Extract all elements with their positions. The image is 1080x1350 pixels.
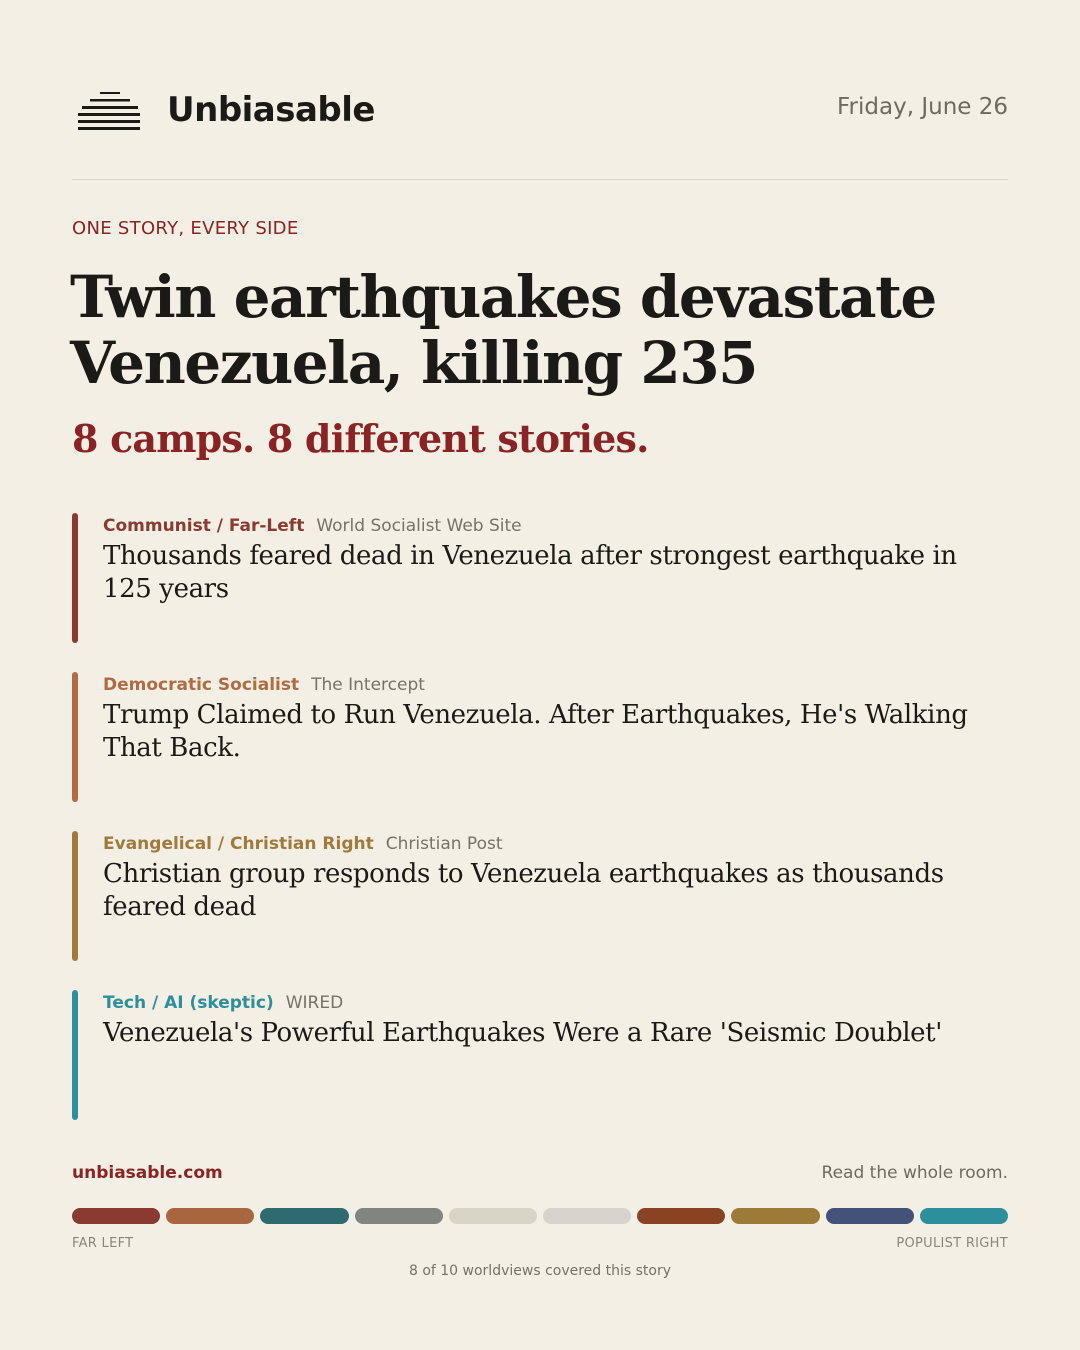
camp-label: Tech / AI (skeptic) (103, 993, 274, 1013)
story-meta (103, 834, 503, 854)
outlet-label: WIRED (285, 993, 344, 1013)
kicker: ONE STORY, EVERY SIDE (72, 218, 299, 239)
story-meta (103, 993, 343, 1013)
header-divider (72, 179, 1008, 180)
story-item[interactable] (72, 831, 1008, 961)
spectrum-segment (543, 1208, 631, 1224)
spectrum-segment (72, 1208, 160, 1224)
camp-color-bar (72, 990, 78, 1120)
outlet-label: World Socialist Web Site (316, 516, 522, 536)
story-title[interactable]: Trump Claimed to Run Venezuela. After Earthquakes, He's Walking That Back. (103, 700, 968, 763)
footer-tagline: Read the whole room. (821, 1163, 1008, 1183)
coverage-count: 8 of 10 worldviews covered this story (408, 1263, 672, 1279)
spectrum-segment (449, 1208, 537, 1224)
spectrum-segment (731, 1208, 819, 1224)
spectrum-segment (920, 1208, 1008, 1224)
spectrum-segment (166, 1208, 254, 1224)
camp-label: Democratic Socialist (103, 675, 300, 695)
headline: Twin earthquakes devastate Venezuela, killing 235 (70, 263, 936, 397)
story-title[interactable]: Venezuela's Powerful Earthquakes Were a Rare 'Seismic Doublet' (103, 1018, 942, 1048)
spectrum-segment (637, 1208, 725, 1224)
story-item[interactable] (72, 672, 1008, 802)
camp-color-bar (72, 831, 78, 961)
spectrum-segment (260, 1208, 348, 1224)
story-meta (103, 516, 522, 536)
outlet-label: The Intercept (311, 675, 425, 695)
header (72, 80, 1008, 144)
spectrum-right-label: POPULIST RIGHT (896, 1236, 1008, 1251)
spectrum-segment (826, 1208, 914, 1224)
camp-label: Evangelical / Christian Right (103, 834, 374, 854)
story-title[interactable]: Thousands feared dead in Venezuela after strongest earthquake in 125 years (103, 541, 957, 604)
worldview-spectrum (72, 1208, 1008, 1224)
story-item[interactable] (72, 990, 1008, 1120)
story-item[interactable] (72, 513, 1008, 643)
camp-color-bar (72, 513, 78, 643)
story-title[interactable]: Christian group responds to Venezuela earthquakes as thousands feared dead (103, 859, 944, 922)
subhead: 8 camps. 8 different stories. (72, 416, 649, 461)
spectrum-left-label: FAR LEFT (72, 1236, 134, 1251)
outlet-label: Christian Post (385, 834, 503, 854)
date-label: Friday, June 26 (837, 94, 1008, 120)
stacked-lines-logo-icon[interactable] (78, 90, 142, 134)
brand-name[interactable]: Unbiasable (167, 90, 375, 130)
story-list (72, 513, 1008, 1149)
spectrum-segment (355, 1208, 443, 1224)
camp-color-bar (72, 672, 78, 802)
camp-label: Communist / Far-Left (103, 516, 305, 536)
story-meta (103, 675, 425, 695)
site-link[interactable]: unbiasable.com (72, 1163, 223, 1183)
